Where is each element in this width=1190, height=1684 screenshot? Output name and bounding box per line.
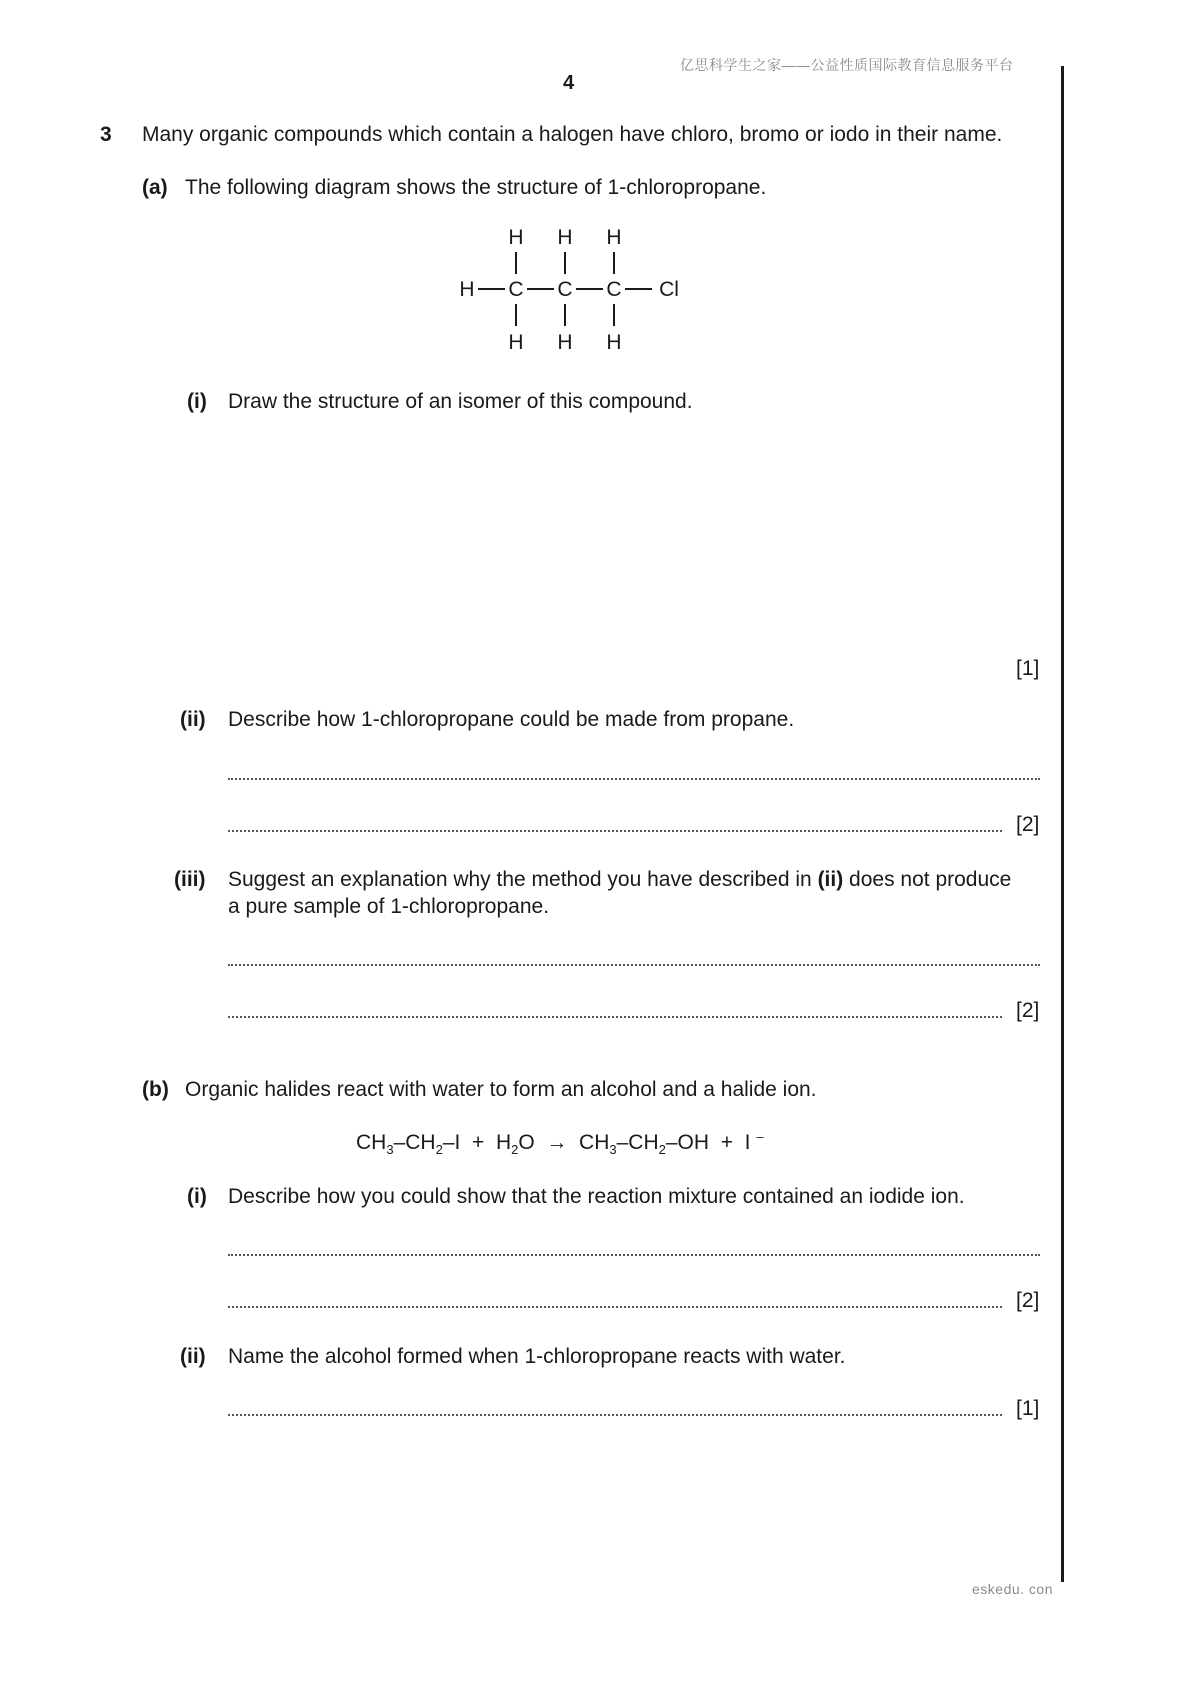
watermark-text: 亿思科学生之家——公益性质国际教育信息服务平台: [680, 57, 1014, 73]
part-b-i-marks: [2]: [1016, 1289, 1040, 1312]
carbon-3: C: [606, 278, 622, 301]
part-a-iii-line1: Suggest an explanation why the method you have described in (ii) does not produce: [228, 868, 1012, 891]
part-b-i-label: (i): [187, 1185, 207, 1208]
question-number: 3: [100, 123, 112, 146]
part-a-label: (a): [142, 176, 168, 199]
part-b-label: (b): [142, 1078, 169, 1101]
part-a-ii-text: Describe how 1-chloropropane could be made from propane.: [228, 708, 795, 731]
part-b-ii-text: Name the alcohol formed when 1-chloropropane reacts with water.: [228, 1345, 846, 1368]
answer-line[interactable]: [228, 942, 1040, 966]
answer-line[interactable]: [228, 1232, 1040, 1256]
chlorine-atom: Cl: [659, 278, 679, 301]
part-a-iii-marks: [2]: [1016, 999, 1040, 1022]
bottom-h-2: H: [557, 331, 573, 354]
part-a-i-label: (i): [187, 390, 207, 413]
part-a-i-marks: [1]: [1016, 657, 1040, 680]
reaction-equation: $CH_3-CH_2-I + H_2O \to CH_3-CH_2-OH + I$ –: [356, 1129, 764, 1157]
part-a-i-text: Draw the structure of an isomer of this compound.: [228, 390, 693, 413]
answer-line[interactable]: [228, 756, 1040, 780]
chloropropane-structure: [440, 218, 700, 358]
page-number: 4: [563, 72, 575, 94]
answer-line[interactable]: [228, 1392, 1002, 1416]
top-h-3: H: [606, 226, 622, 249]
left-h: H: [459, 278, 475, 301]
part-a-ii-marks: [2]: [1016, 813, 1040, 836]
part-a-text: The following diagram shows the structure of 1-chloropropane.: [185, 176, 767, 199]
part-b-text: Organic halides react with water to form an alcohol and a halide ion.: [185, 1078, 817, 1101]
bottom-h-3: H: [606, 331, 622, 354]
carbon-2: C: [557, 278, 573, 301]
answer-line[interactable]: [228, 994, 1002, 1018]
answer-line[interactable]: [228, 1284, 1002, 1308]
part-a-iii-line2: a pure sample of 1-chloropropane.: [228, 895, 550, 918]
part-a-iii-label: (iii): [174, 868, 206, 891]
question-intro: Many organic compounds which contain a halogen have chloro, bromo or iodo in their name.: [142, 123, 1003, 146]
top-h-1: H: [508, 226, 524, 249]
bottom-h-1: H: [508, 331, 524, 354]
top-h-2: H: [557, 226, 573, 249]
footer-site: eskedu. con: [972, 1581, 1053, 1597]
part-b-ii-marks: [1]: [1016, 1397, 1040, 1420]
carbon-1: C: [508, 278, 524, 301]
answer-line[interactable]: [228, 808, 1002, 832]
part-b-i-text: Describe how you could show that the reaction mixture contained an iodide ion.: [228, 1185, 965, 1208]
part-a-ii-label: (ii): [180, 708, 206, 731]
margin-rule: [1061, 66, 1064, 1582]
part-b-ii-label: (ii): [180, 1345, 206, 1368]
